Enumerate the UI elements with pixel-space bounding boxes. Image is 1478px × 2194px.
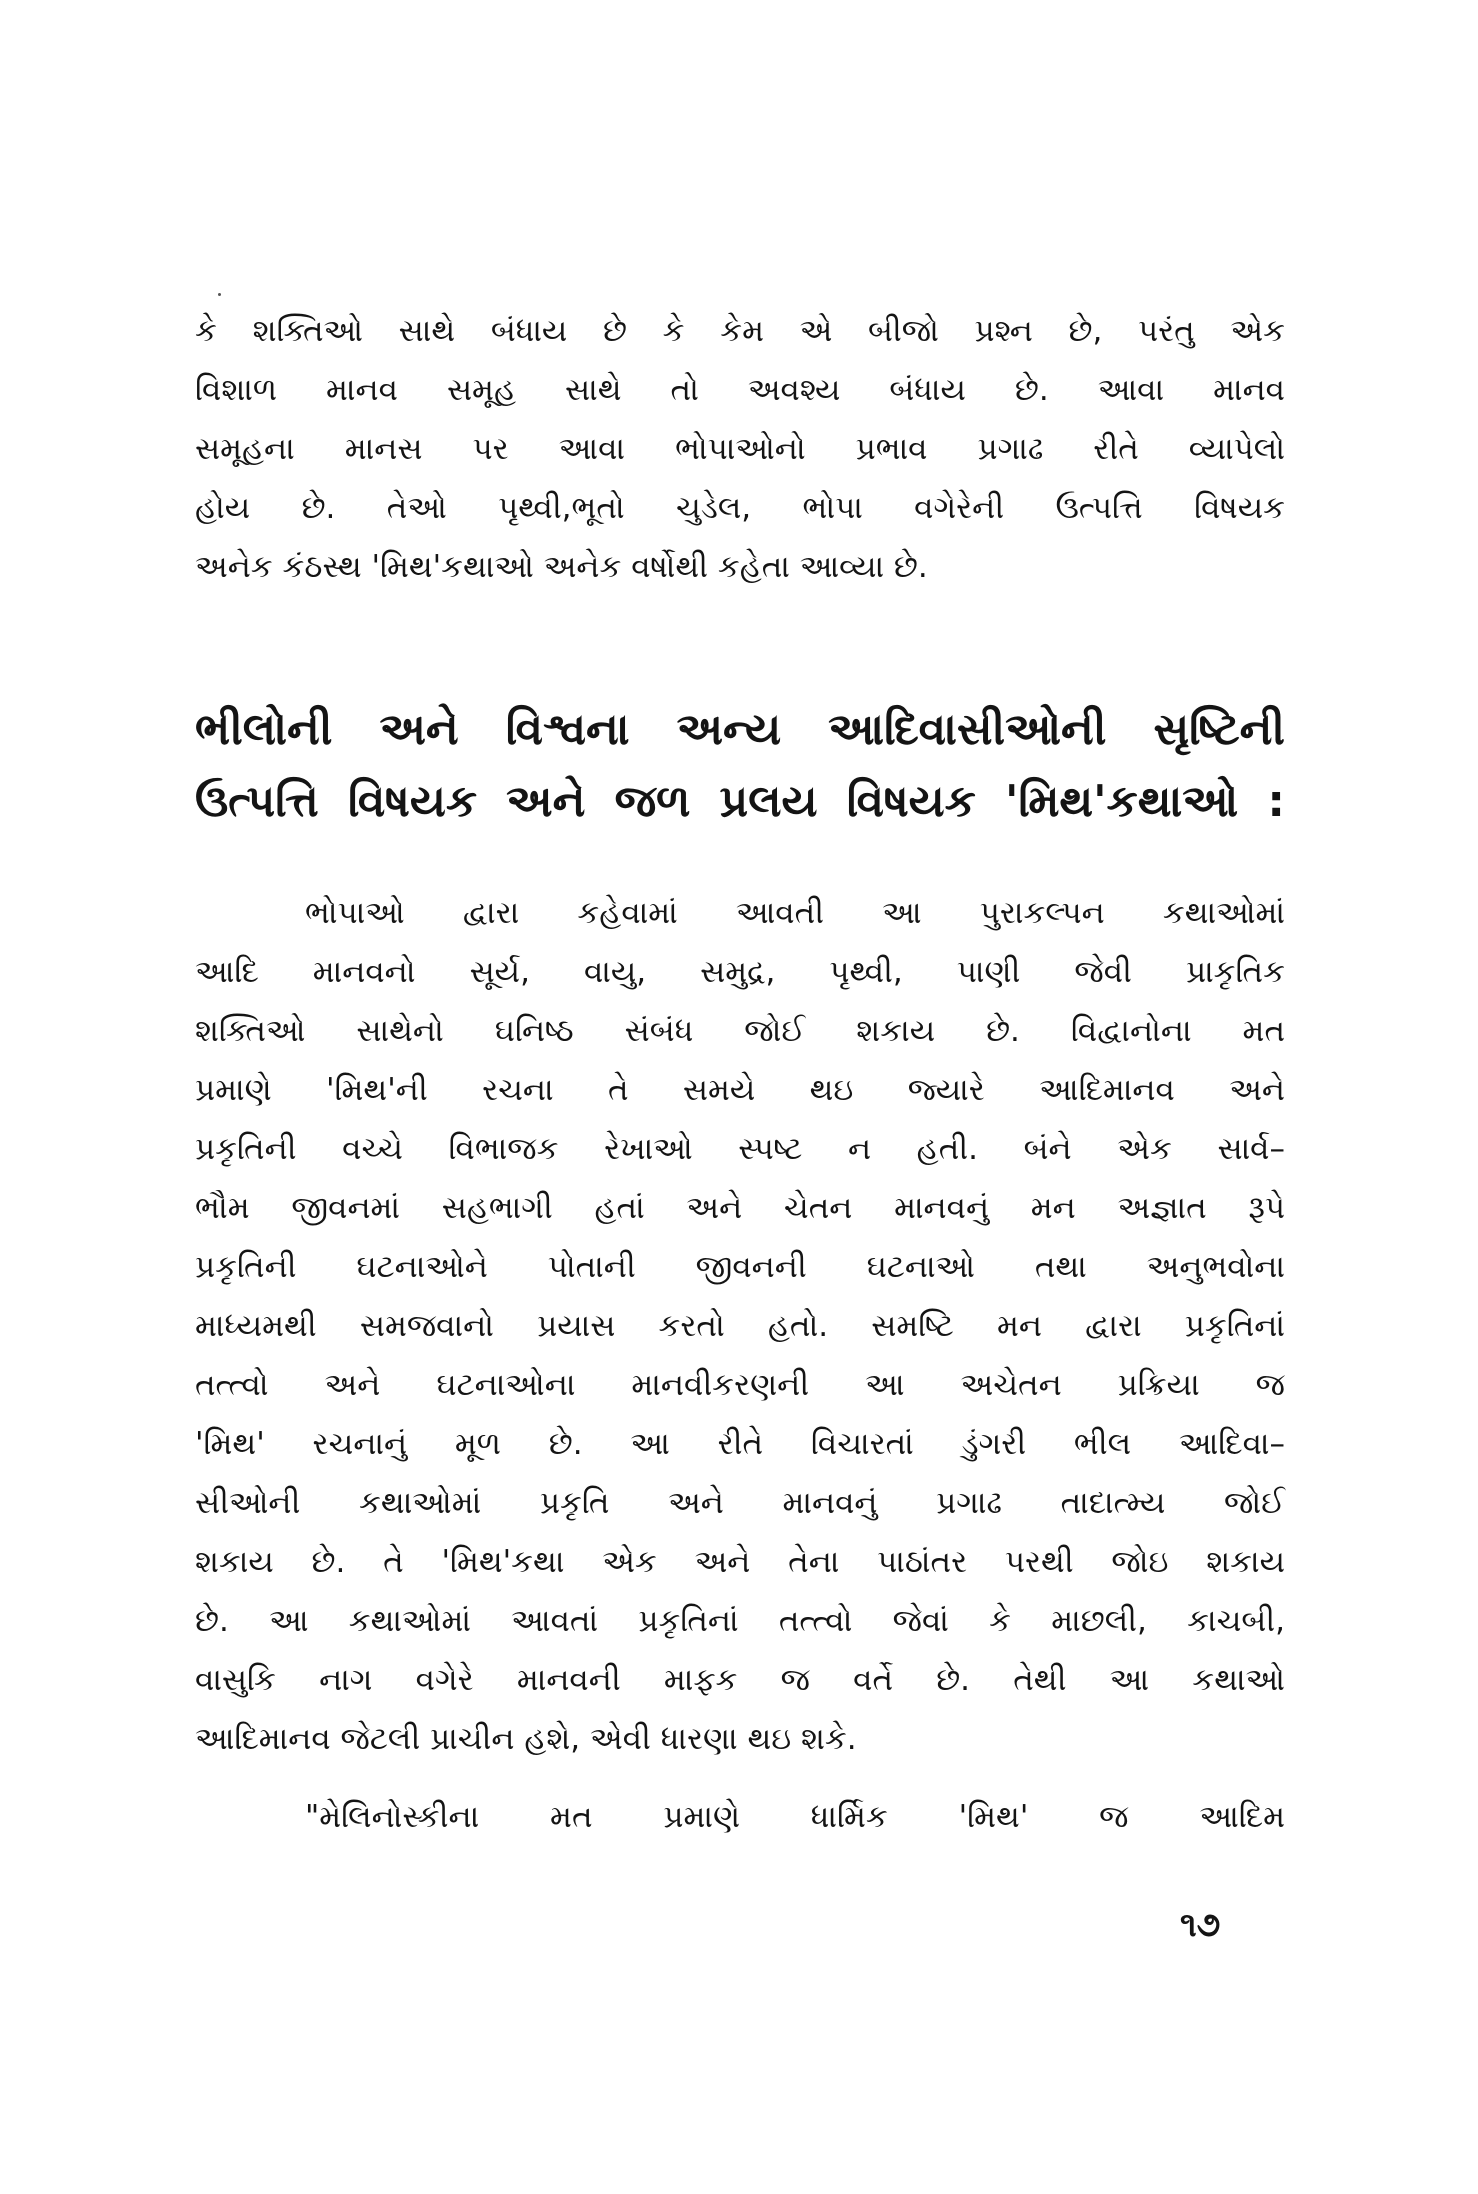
text-line: વિશાળ માનવ સમૂહ સાથે તો અવશ્ય બંધાય છે. આવા માનવ: [195, 372, 1285, 408]
text-line: પ્રકૃતિની ઘટનાઓને પોતાની જીવનની ઘટનાઓ તથા અનુભવોના: [195, 1249, 1285, 1285]
text-line: શક્તિઓ સાથેનો ઘનિષ્ઠ સંબંધ જોઈ શકાય છે. વિદ્વાનોના મત: [195, 1013, 1285, 1049]
heading-line: ઉત્પત્તિ વિષયક અને જળ પ્રલય વિષયક 'મિથ'કથાઓ :: [195, 776, 1285, 827]
text-line: "મેલિનોસ્કીના મત પ્રમાણે ધાર્મિક 'મિથ' જ આદિમ: [305, 1799, 1285, 1835]
text-line: શકાય છે. તે 'મિથ'કથા એક અને તેના પાઠાંતર પરથી જોઇ શકાય: [195, 1544, 1285, 1580]
text-line: તત્ત્વો અને ઘટનાઓના માનવીકરણની આ અચેતન પ્રક્રિયા જ: [195, 1367, 1285, 1403]
heading-line: ભીલોની અને વિશ્વના અન્ય આદિવાસીઓની સૃષ્ટિની: [195, 704, 1285, 755]
text-line: માધ્યમથી સમજવાનો પ્રયાસ કરતો હતો. સમષ્ટિ મન દ્વારા પ્રકૃતિનાં: [195, 1308, 1285, 1344]
text-line: હોય છે. તેઓ પૃથ્વી,ભૂતો ચુડેલ, ભોપા વગેરેની ઉત્પત્તિ વિષયક: [195, 490, 1285, 526]
section-heading: [195, 694, 1285, 838]
text-line: અનેક કંઠસ્થ 'મિથ'કથાઓ અનેક વર્ષોથી કહેતા આવ્યા છે.: [195, 549, 928, 585]
text-line: પ્રકૃતિની વચ્ચે વિભાજક રેખાઓ સ્પષ્ટ ન હતી. બંને એક સાર્વ–: [195, 1131, 1285, 1167]
text-line: પ્રમાણે 'મિથ'ની રચના તે સમયે થઇ જ્યારે આદિમાનવ અને: [195, 1072, 1285, 1108]
paragraph-top: [195, 302, 1285, 597]
text-line: ભોપાઓ દ્વારા કહેવામાં આવતી આ પુરાકલ્પન કથાઓમાં: [305, 895, 1285, 931]
text-line: કે શક્તિઓ સાથે બંધાય છે કે કેમ એ બીજો પ્રશ્ન છે, પરંતુ એક: [195, 313, 1285, 349]
paragraph-main: [195, 884, 1285, 1769]
page-number: ૧૭: [1180, 1905, 1221, 1945]
text-line: વાસુકિ નાગ વગેરે માનવની માફક જ વર્તે છે. તેથી આ કથાઓ: [195, 1662, 1285, 1698]
text-line: ભૌમ જીવનમાં સહભાગી હતાં અને ચેતન માનવનું મન અજ્ઞાત રૂપે: [195, 1190, 1285, 1226]
text-line: આદિમાનવ જેટલી પ્રાચીન હશે, એવી ધારણા થઇ શકે.: [195, 1721, 857, 1757]
text-line: આદિ માનવનો સૂર્ય, વાયુ, સમુદ્ર, પૃથ્વી, પાણી જેવી પ્રાકૃતિક: [195, 954, 1285, 990]
paragraph-quote: [195, 1788, 1285, 1847]
print-speck: [218, 293, 221, 296]
text-line: 'મિથ' રચનાનું મૂળ છે. આ રીતે વિચારતાં ડુંગરી ભીલ આદિવા–: [195, 1426, 1285, 1462]
text-line: છે. આ કથાઓમાં આવતાં પ્રકૃતિનાં તત્ત્વો જેવાં કે માછલી, કાચબી,: [195, 1603, 1285, 1639]
text-line: સીઓની કથાઓમાં પ્રકૃતિ અને માનવનું પ્રગાઢ તાદાત્મ્ય જોઈ: [195, 1485, 1285, 1521]
text-line: સમૂહના માનસ પર આવા ભોપાઓનો પ્રભાવ પ્રગાઢ રીતે વ્યાપેલો: [195, 431, 1285, 467]
